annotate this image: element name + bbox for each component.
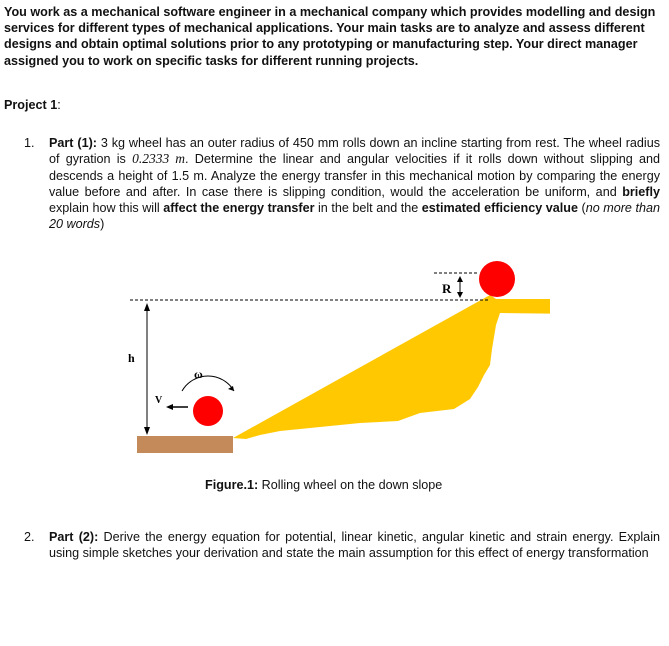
label-r: R bbox=[442, 281, 452, 296]
part2-body bbox=[49, 529, 660, 562]
part1-text-e: ( bbox=[577, 201, 586, 216]
label-h: h bbox=[128, 351, 135, 365]
part1-body bbox=[49, 135, 660, 233]
project-heading bbox=[4, 98, 61, 112]
height-arrow-bottom bbox=[144, 427, 150, 435]
radius-arrow-bottom bbox=[457, 292, 463, 298]
top-wheel bbox=[479, 261, 515, 297]
part1-text-d: in the belt and the bbox=[314, 201, 422, 216]
figure-caption bbox=[205, 478, 442, 492]
ground-block bbox=[137, 436, 233, 453]
part1-label: Part (1): bbox=[49, 136, 97, 150]
intro-paragraph bbox=[4, 4, 664, 69]
label-omega: ω bbox=[194, 367, 203, 381]
part2-text: Derive the energy equation for potential, linear kinetic, angular kinetic and strain energy. Explain using simple sketches your derivation and state the main assumption for this effect of energy transformation bbox=[49, 530, 660, 561]
bottom-wheel bbox=[193, 396, 223, 426]
figure-caption-label: Figure.1: bbox=[205, 478, 259, 492]
part2-item bbox=[24, 529, 660, 562]
part1-gyration: 0.2333 m bbox=[132, 151, 186, 167]
part2-number: 2. bbox=[24, 530, 35, 544]
radius-arrow-top bbox=[457, 276, 463, 282]
rolling-wheel-figure bbox=[120, 255, 550, 460]
part2-label: Part (2): bbox=[49, 530, 99, 544]
part1-text-c: explain how this will bbox=[49, 201, 164, 216]
part1-text-f: ) bbox=[100, 217, 105, 232]
height-arrow-top bbox=[144, 303, 150, 311]
figure-caption-text: Rolling wheel on the down slope bbox=[258, 478, 443, 492]
part1-text-b: . Determine the linear and angular velocities if it rolls down without slipping and descends a height of 1.5 m. Analyze the energy transfer in this mechanical motion by comparing the energy value before and after. In case there is slipping condition, would the acceleration be uniform, and bbox=[49, 152, 660, 199]
velocity-arrow-head bbox=[166, 404, 173, 410]
part1-item bbox=[24, 135, 660, 233]
omega-arc bbox=[182, 376, 234, 391]
project-label: Project 1 bbox=[4, 98, 58, 112]
part1-efficiency: estimated efficiency value bbox=[421, 201, 578, 216]
intro-text: You work as a mechanical software engineer in a mechanical company which provides modelling and design services for different types of mechanical applications. Your main tasks are to analyze and assess different designs and obtain optimal solutions prior to any prototyping or manufacturing step. Your direct manager assigned you to work on specific tasks for different running projects. bbox=[4, 5, 656, 68]
label-v: V bbox=[155, 395, 163, 406]
part1-briefly: briefly bbox=[622, 184, 660, 199]
incline-slope bbox=[233, 295, 550, 439]
part1-text-a: 3 kg wheel has an outer radius of 450 mm rolls down an incline starting from rest. The wheel radius of gyration is bbox=[49, 136, 660, 167]
part1-number: 1. bbox=[24, 136, 35, 150]
part1-affect: affect the energy transfer bbox=[163, 201, 315, 216]
part1-limit: no more than 20 words bbox=[49, 201, 660, 232]
project-colon: : bbox=[57, 98, 61, 112]
